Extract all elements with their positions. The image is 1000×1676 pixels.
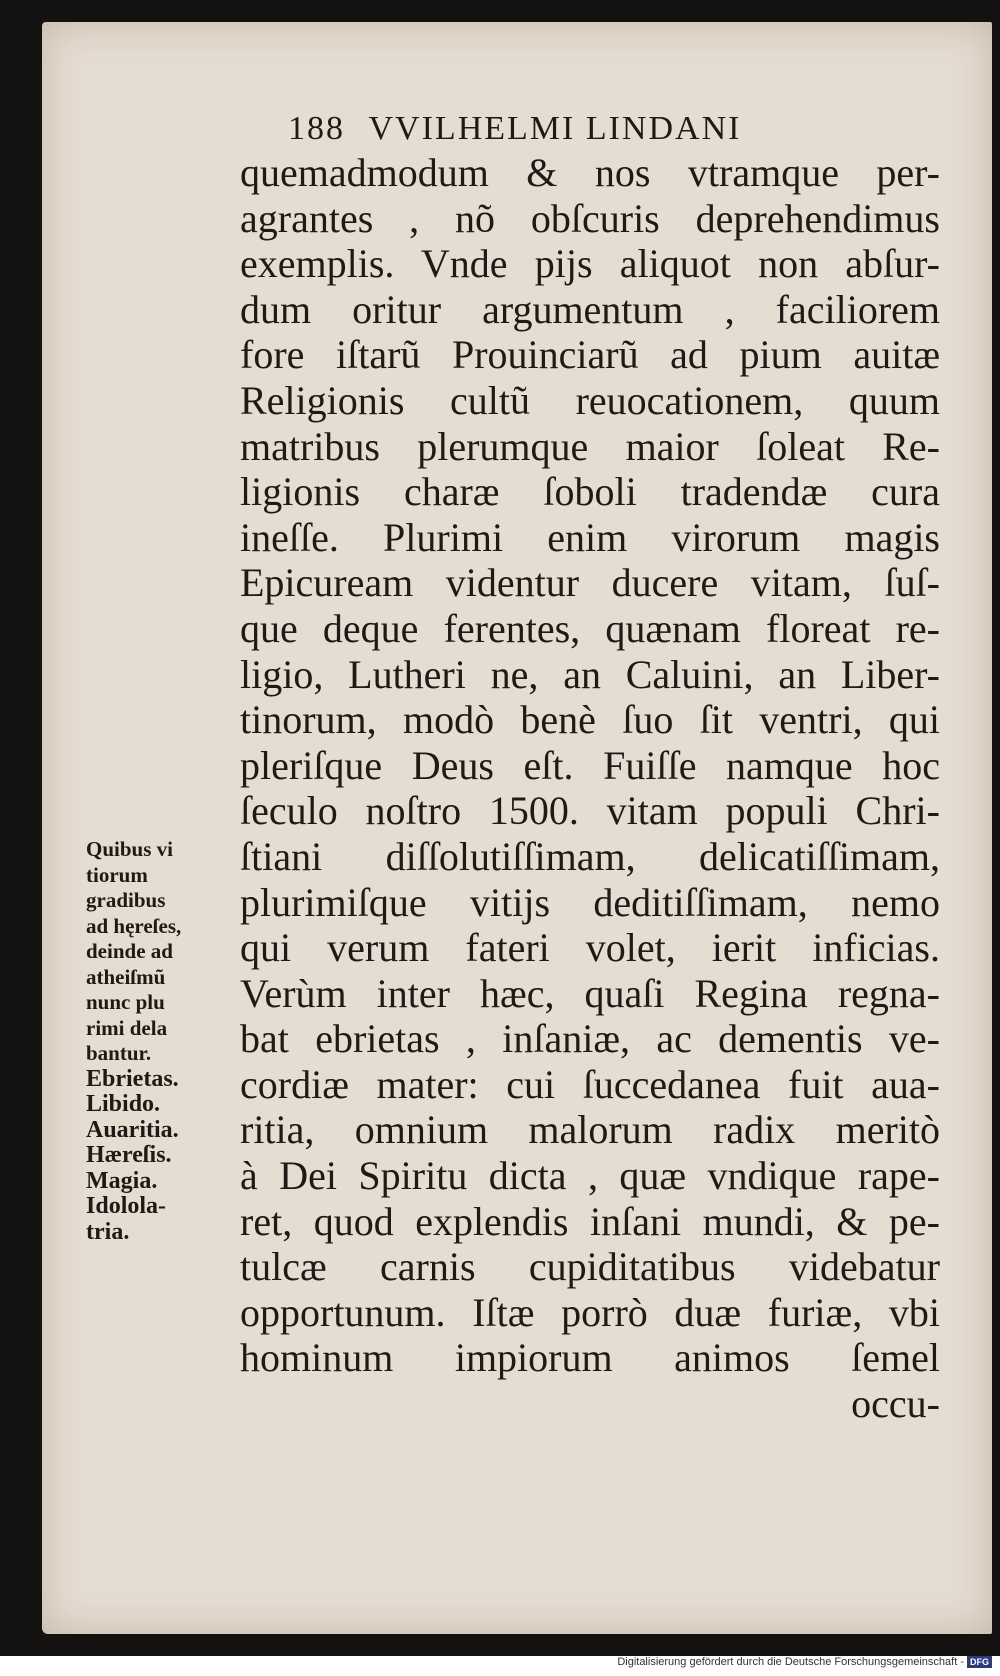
page-number: 188 xyxy=(288,110,345,147)
running-title: VVILHELMI LINDANI xyxy=(368,110,742,147)
text-line: ligio, Lutheri ne, an Caluini, an Liber- xyxy=(240,651,940,697)
catchword: occu- xyxy=(851,1381,940,1427)
text-line: pleriſque Deus eſt. Fuiſſe namque hoc xyxy=(240,742,940,788)
text-line: Religionis cultũ reuocationem, quum xyxy=(240,377,940,423)
margin-note-line: deinde ad xyxy=(86,939,173,963)
margin-note-line: Quibus vi xyxy=(86,837,173,861)
text-line: quemadmodum & nos vtramque per- xyxy=(240,150,940,195)
text-line: cordiæ mater: cui ſuccedanea fuit aua- xyxy=(240,1061,940,1107)
text-line: tinorum, modò benè ſuo ſit ventri, qui xyxy=(240,697,940,743)
margin-note-line: atheiſmũ xyxy=(86,964,166,989)
credit-text: Digitalisierung gefördert durch die Deutsche Forschungsgemeinschaft - xyxy=(617,1656,964,1668)
text-line: Verùm inter hæc, quaſi Regina regna- xyxy=(240,970,940,1016)
margin-keyword: Magia. xyxy=(86,1167,158,1194)
text-line: exemplis. Vnde pijs aliquot non abſur- xyxy=(240,241,940,287)
text-line: qui verum fateri volet, ierit inficias. xyxy=(240,925,940,971)
margin-note-line: tiorum xyxy=(86,862,148,887)
margin-note-line: ad hęreſes, xyxy=(86,913,182,938)
margin-notes xyxy=(86,837,226,1245)
margin-keyword: tria. xyxy=(86,1218,130,1245)
text-line: ſtiani diſſolutiſſimam, delicatiſſimam, xyxy=(240,833,940,879)
page-header xyxy=(288,110,868,150)
text-line: ineſſe. Plurimi enim virorum magis xyxy=(240,514,940,560)
text-line: ligionis charæ ſoboli tradendæ cura xyxy=(240,469,940,515)
dfg-logo: DFG xyxy=(967,1656,992,1668)
text-line: que deque ferentes, quænam floreat re- xyxy=(240,605,940,651)
text-line: matribus plerumque maior ſoleat Re- xyxy=(240,423,940,469)
margin-note-line: bantur. xyxy=(86,1041,152,1065)
margin-keyword: Idolola- xyxy=(86,1193,167,1219)
margin-keyword: Ebrietas. xyxy=(86,1065,179,1092)
text-line: fore iſtarũ Prouinciarũ ad pium auitæ xyxy=(240,332,940,378)
text-line: ret, quod explendis inſani mundi, & pe- xyxy=(240,1198,940,1244)
digitization-credit xyxy=(617,1656,992,1674)
text-line: ritia, omnium malorum radix meritò xyxy=(240,1107,940,1153)
margin-note-line: nunc plu xyxy=(86,990,165,1014)
text-line: ſeculo noſtro 1500. vitam populi Chri- xyxy=(240,788,940,834)
margin-keyword: Auaritia. xyxy=(86,1116,179,1143)
text-line: opportunum. Iſtæ porrò duæ furiæ, vbi xyxy=(240,1289,940,1335)
main-text-block xyxy=(240,150,940,1427)
text-line: dum oritur argumentum , faciliorem xyxy=(240,286,940,332)
text-line: tulcæ carnis cupiditatibus videbatur xyxy=(240,1244,940,1290)
margin-note-line: gradibus xyxy=(86,888,166,912)
text-line: Epicuream videntur ducere vitam, ſuſ- xyxy=(240,560,940,606)
text-line: hominum impiorum animos ſemel xyxy=(240,1335,940,1381)
margin-note-line: rimi dela xyxy=(86,1015,168,1040)
text-line: plurimiſque vitijs deditiſſimam, nemo xyxy=(240,879,940,925)
text-line: à Dei Spiritu dicta , quæ vndique rape- xyxy=(240,1153,940,1199)
text-line: agrantes , nõ obſcuris deprehendimus xyxy=(240,195,940,241)
margin-keyword: Libido. xyxy=(86,1091,161,1117)
margin-keyword: Hæreſis. xyxy=(86,1142,172,1168)
text-line: bat ebrietas , inſaniæ, ac dementis ve- xyxy=(240,1016,940,1062)
